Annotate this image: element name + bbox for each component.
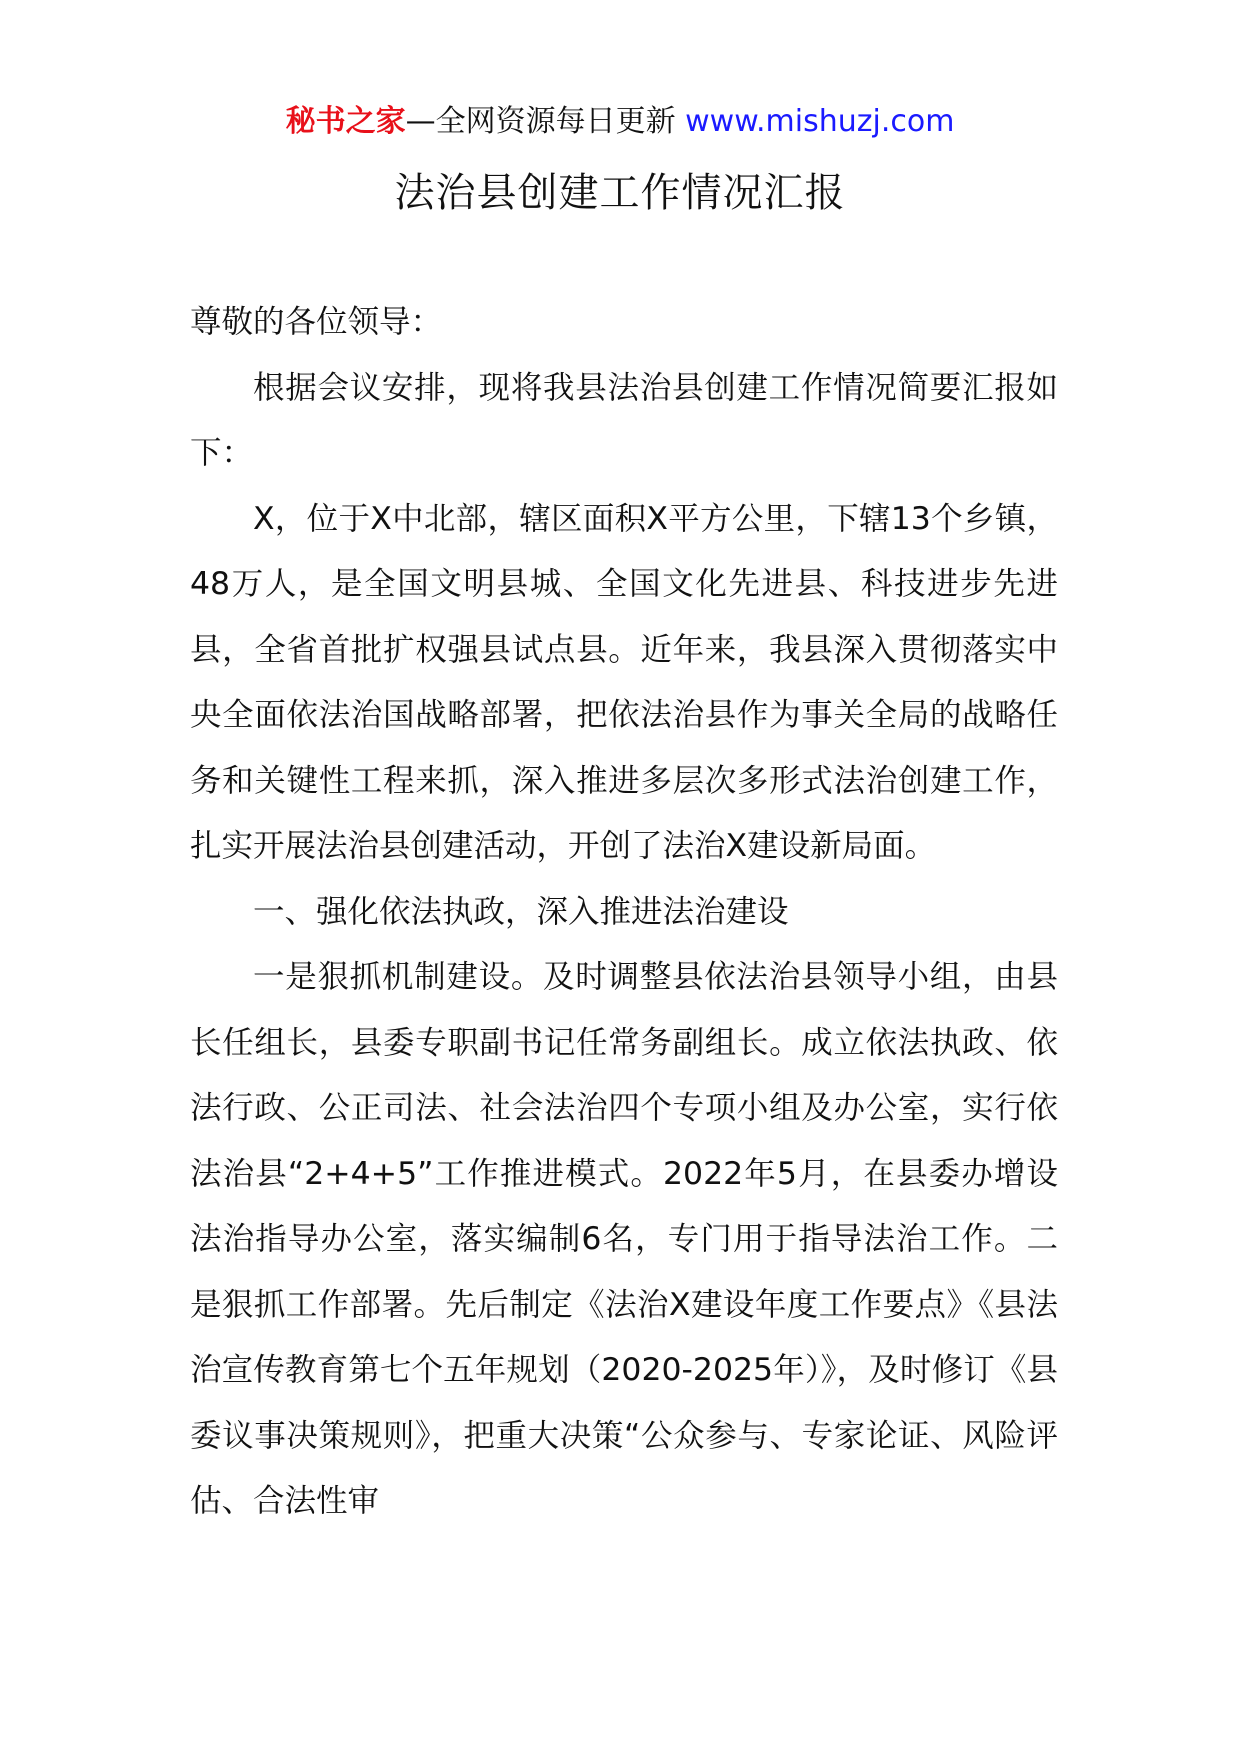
document-title: 法治县创建工作情况汇报	[394, 170, 846, 216]
greeting: 尊敬的各位领导：	[190, 304, 443, 340]
brand-name: 秘书之家	[285, 104, 406, 139]
site-url-link[interactable]: www.mishuzj.com	[685, 104, 955, 139]
site-header	[0, 100, 1240, 144]
intro-paragraph: 根据会议安排，现将我县法治县创建工作情况简要汇报如下：	[190, 369, 1058, 471]
header-slogan: —全网资源每日更新	[405, 104, 676, 139]
section-paragraph: 一是狠抓机制建设。及时调整县依法治县领导小组，由县长任组长，县委专职副书记任常务副组长。成立依法执政、依法行政、公正司法、社会法治四个专项小组及办公室，实行依法治县“2+4+5”工作推进模式。2022年5月，在县委办增设法治指导办公室，落实编制6名，专门用于指导法治工作。二是狠抓工作部署。先后制定《法治X建设年度工作要点》《县法治宣传教育第七个五年规划（2020-2025年）》，及时修订《县委议事决策规则》，把重大决策“公众参与、专家论证、风险评估、合法性审	[190, 959, 1058, 1519]
document-body	[190, 290, 1058, 1535]
overview-paragraph: X，位于X中北部，辖区面积X平方公里，下辖13个乡镇，48万人，是全国文明县城、全国文化先进县、科技进步先进县，全省首批扩权强县试点县。近年来，我县深入贯彻落实中央全面依法治国战略部署，把依法治县作为事关全局的战略任务和关键性工程来抓，深入推进多层次多形式法治创建工作，扎实开展法治县创建活动，开创了法治X建设新局面。	[190, 500, 1058, 864]
section-heading: 一、强化依法执政，深入推进法治建设	[253, 893, 789, 930]
